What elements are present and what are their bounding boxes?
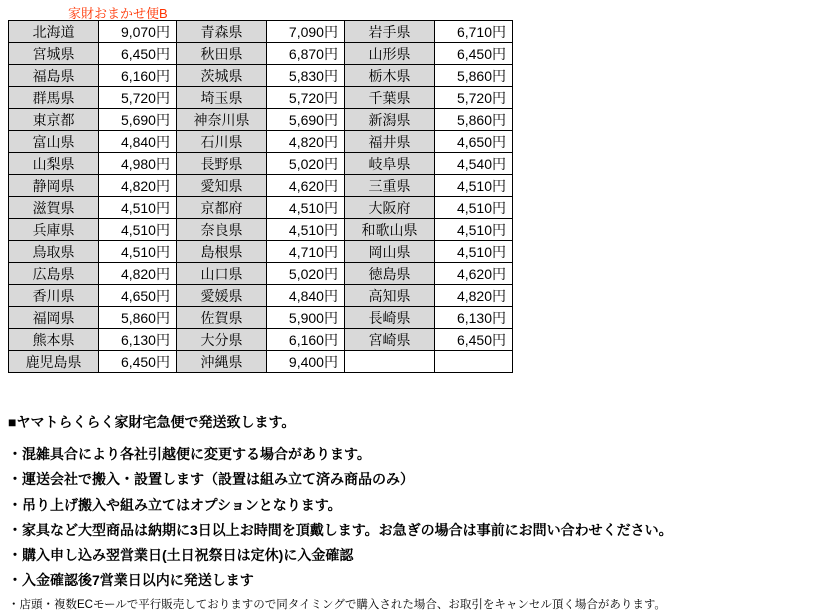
fee-cell: 5,860円 [435, 65, 513, 87]
table-row [9, 21, 513, 43]
fee-cell: 9,400円 [267, 351, 345, 373]
prefecture-cell: 群馬県 [9, 87, 99, 109]
prefecture-cell: 岐阜県 [344, 153, 434, 175]
table-row [9, 87, 513, 109]
table-row [9, 241, 513, 263]
prefecture-cell: 福島県 [9, 65, 99, 87]
fee-cell: 4,820円 [99, 175, 177, 197]
prefecture-cell: 高知県 [344, 285, 434, 307]
table-row [9, 131, 513, 153]
fee-cell: 5,860円 [435, 109, 513, 131]
shipping-fee-table [8, 20, 513, 373]
table-row [9, 197, 513, 219]
notes-heading: ■ヤマトらくらく家財宅急便で発送致します。 [8, 414, 296, 430]
prefecture-cell: 富山県 [9, 131, 99, 153]
prefecture-cell: 沖縄県 [176, 351, 266, 373]
prefecture-cell: 広島県 [9, 263, 99, 285]
fee-cell: 5,860円 [99, 307, 177, 329]
prefecture-cell: 宮城県 [9, 43, 99, 65]
prefecture-cell: 福井県 [344, 131, 434, 153]
prefecture-cell: 東京都 [9, 109, 99, 131]
fee-cell: 6,450円 [435, 329, 513, 351]
fee-cell: 4,510円 [435, 197, 513, 219]
fee-cell: 5,720円 [99, 87, 177, 109]
fee-cell: 4,650円 [99, 285, 177, 307]
notes-section [8, 412, 814, 613]
fee-cell: 6,450円 [435, 43, 513, 65]
prefecture-cell: 徳島県 [344, 263, 434, 285]
note-line: ・混雑具合により各社引越便に変更する場合があります。 [8, 446, 371, 462]
prefecture-cell: 佐賀県 [176, 307, 266, 329]
note-line: ・吊り上げ搬入や組み立てはオプションとなります。 [8, 496, 342, 513]
fee-cell: 4,840円 [267, 285, 345, 307]
fee-cell: 7,090円 [267, 21, 345, 43]
note-fine-print: ・店頭・複数ECモールで平行販売しておりますので同タイミングで購入された場合、お取引をキャンセル頂く場合があります。 [8, 598, 666, 611]
fee-cell: 5,900円 [267, 307, 345, 329]
fee-cell: 4,620円 [267, 175, 345, 197]
prefecture-cell: 新潟県 [344, 109, 434, 131]
prefecture-cell: 島根県 [176, 241, 266, 263]
prefecture-cell: 滋賀県 [9, 197, 99, 219]
empty-cell [344, 351, 434, 373]
note-line: ・運送会社で搬入・設置します（設置は組み立て済み商品のみ） [8, 471, 414, 488]
fee-cell: 4,620円 [435, 263, 513, 285]
table-row [9, 65, 513, 87]
empty-cell [435, 351, 513, 373]
fee-cell: 6,160円 [99, 65, 177, 87]
fee-cell: 5,720円 [267, 87, 345, 109]
table-row [9, 219, 513, 241]
prefecture-cell: 兵庫県 [9, 219, 99, 241]
prefecture-cell: 青森県 [176, 21, 266, 43]
note-line: ・購入申し込み翌営業日(土日祝祭日は定休)に入金確認 [8, 547, 354, 564]
fee-cell: 4,710円 [267, 241, 345, 263]
table-row [9, 285, 513, 307]
table-row [9, 307, 513, 329]
prefecture-cell: 宮崎県 [344, 329, 434, 351]
fee-cell: 5,830円 [267, 65, 345, 87]
fee-cell: 4,840円 [99, 131, 177, 153]
fee-cell: 6,130円 [99, 329, 177, 351]
prefecture-cell: 福岡県 [9, 307, 99, 329]
fee-cell: 4,510円 [99, 197, 177, 219]
prefecture-cell: 北海道 [9, 21, 99, 43]
fee-cell: 5,020円 [267, 263, 345, 285]
prefecture-cell: 愛知県 [176, 175, 266, 197]
prefecture-cell: 千葉県 [344, 87, 434, 109]
prefecture-cell: 長崎県 [344, 307, 434, 329]
note-line: ・家具など大型商品は納期に3日以上お時間を頂戴します。お急ぎの場合は事前にお問い合わせください。 [8, 521, 673, 538]
prefecture-cell: 愛媛県 [176, 285, 266, 307]
fee-cell: 4,980円 [99, 153, 177, 175]
fee-cell: 4,510円 [435, 219, 513, 241]
fee-cell: 4,510円 [435, 241, 513, 263]
prefecture-cell: 熊本県 [9, 329, 99, 351]
fee-cell: 5,020円 [267, 153, 345, 175]
table-row [9, 109, 513, 131]
fee-cell: 5,690円 [99, 109, 177, 131]
fee-cell: 4,820円 [99, 263, 177, 285]
fee-cell: 9,070円 [99, 21, 177, 43]
prefecture-cell: 長野県 [176, 153, 266, 175]
prefecture-cell: 奈良県 [176, 219, 266, 241]
page-title: 家財おまかせ便B [68, 6, 168, 21]
prefecture-cell: 三重県 [344, 175, 434, 197]
prefecture-cell: 神奈川県 [176, 109, 266, 131]
fee-cell: 4,510円 [267, 219, 345, 241]
prefecture-cell: 香川県 [9, 285, 99, 307]
prefecture-cell: 山形県 [344, 43, 434, 65]
fee-cell: 6,710円 [435, 21, 513, 43]
table-row [9, 263, 513, 285]
table-row [9, 351, 513, 373]
table-row [9, 329, 513, 351]
fee-cell: 6,450円 [99, 351, 177, 373]
fee-cell: 4,510円 [435, 175, 513, 197]
fee-cell: 6,450円 [99, 43, 177, 65]
prefecture-cell: 大分県 [176, 329, 266, 351]
table-row [9, 175, 513, 197]
fee-cell: 4,510円 [99, 219, 177, 241]
prefecture-cell: 鳥取県 [9, 241, 99, 263]
fee-cell: 6,870円 [267, 43, 345, 65]
fee-cell: 6,130円 [435, 307, 513, 329]
fee-cell: 4,540円 [435, 153, 513, 175]
prefecture-cell: 岡山県 [344, 241, 434, 263]
prefecture-cell: 静岡県 [9, 175, 99, 197]
fee-cell: 4,820円 [267, 131, 345, 153]
fee-cell: 5,690円 [267, 109, 345, 131]
fee-cell: 5,720円 [435, 87, 513, 109]
prefecture-cell: 秋田県 [176, 43, 266, 65]
prefecture-cell: 和歌山県 [344, 219, 434, 241]
prefecture-cell: 石川県 [176, 131, 266, 153]
table-row [9, 153, 513, 175]
prefecture-cell: 大阪府 [344, 197, 434, 219]
fee-cell: 4,510円 [99, 241, 177, 263]
fee-cell: 4,820円 [435, 285, 513, 307]
prefecture-cell: 京都府 [176, 197, 266, 219]
prefecture-cell: 鹿児島県 [9, 351, 99, 373]
prefecture-cell: 岩手県 [344, 21, 434, 43]
prefecture-cell: 栃木県 [344, 65, 434, 87]
note-line: ・入金確認後7営業日以内に発送します [8, 572, 254, 589]
prefecture-cell: 山口県 [176, 263, 266, 285]
prefecture-cell: 山梨県 [9, 153, 99, 175]
fee-cell: 4,510円 [267, 197, 345, 219]
fee-cell: 6,160円 [267, 329, 345, 351]
prefecture-cell: 埼玉県 [176, 87, 266, 109]
table-row [9, 43, 513, 65]
fee-cell: 4,650円 [435, 131, 513, 153]
fee-table-body [9, 21, 513, 373]
prefecture-cell: 茨城県 [176, 65, 266, 87]
